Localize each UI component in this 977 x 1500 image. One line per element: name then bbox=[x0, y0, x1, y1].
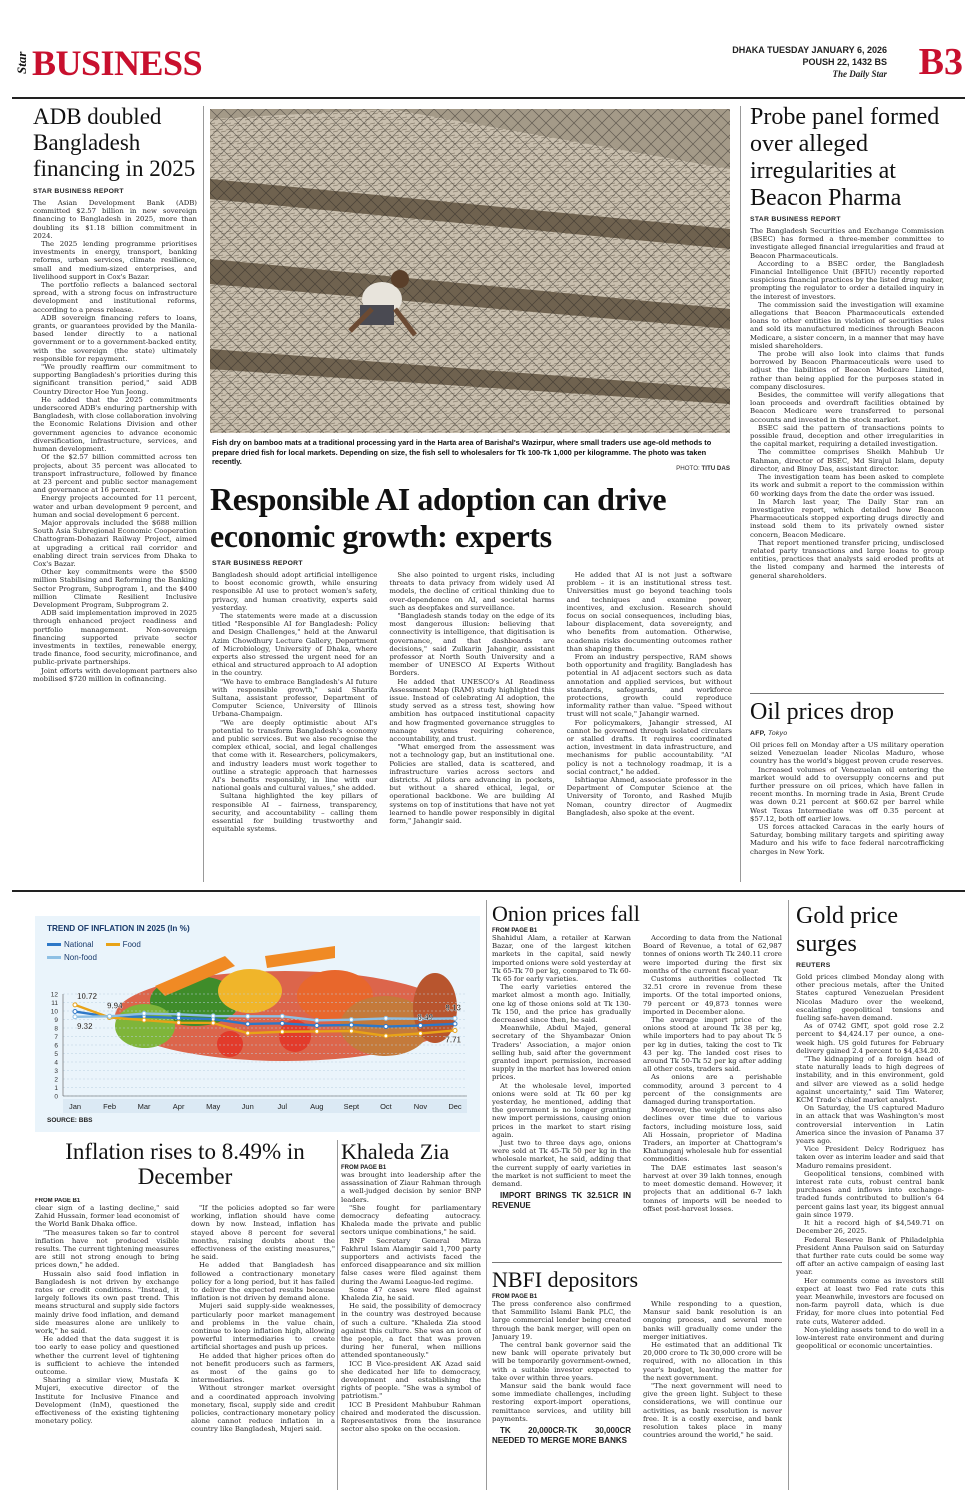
onion-para: As onions are a perishable commodity, around 3 percent to 4 percent of the consignments are damaged during transportation. bbox=[643, 1073, 782, 1107]
chart-point bbox=[177, 1021, 181, 1025]
adb-para: He added that the 2025 commitments underscored ADB's enduring partnership with Bangladesh, with close collaboration involving the Economic Relations Division and other government agencies to advance economic diversification, infrastructure, services, and human development. bbox=[33, 395, 197, 454]
gold-headline: Gold price surges bbox=[796, 903, 898, 957]
chart-x-ticks bbox=[63, 1099, 467, 1113]
chart-point bbox=[73, 1010, 77, 1014]
adb-para: "We proudly reaffirm our commitment to supporting Bangladesh's priorities during this significant transition period," said ADB Country Director Hoe Yun Jeong. bbox=[33, 363, 197, 396]
chart-point bbox=[384, 1025, 388, 1029]
chart-y-tick-label: 4 bbox=[54, 1059, 58, 1067]
chart-y-tick-label: 12 bbox=[50, 991, 58, 999]
chart-data-label: 10.72 bbox=[77, 991, 98, 1001]
article-nbfi bbox=[492, 1266, 782, 1488]
chart-point bbox=[73, 1003, 77, 1007]
chart-x-tick-label: Feb bbox=[103, 1102, 117, 1111]
ai-byline: STAR BUSINESS REPORT bbox=[212, 560, 303, 567]
legend-row-2 bbox=[47, 951, 141, 964]
inflation-body bbox=[35, 1204, 335, 1434]
chart-point bbox=[453, 1028, 457, 1032]
chart-x-tick-label: Nov bbox=[413, 1102, 428, 1111]
col-rule bbox=[486, 900, 487, 1490]
paper-name: The Daily Star bbox=[832, 69, 887, 79]
chart-y-tick-label: 10 bbox=[50, 1008, 58, 1016]
article-adb bbox=[33, 104, 197, 884]
probe-para: The Bangladesh Securities and Exchange Commission (BSEC) has formed a three-member committee to investigate alleged financial irregularities and fraud at Beacon Pharmaceuticals. bbox=[750, 227, 944, 260]
chart-point bbox=[384, 1016, 388, 1020]
inflation-para: He added that the data suggest it is too early to ease policy and questioned whether the current level of tightening is sufficient to achieve the intended outcome. bbox=[35, 1335, 179, 1377]
ai-headline: Responsible AI adoption can drive economic growth: experts bbox=[210, 481, 667, 554]
inflation-para: He added that Bangladesh has followed a contractionary monetary policy for a long period, but it has failed to deliver the expected results because inflation is not driven by demand alone. bbox=[191, 1261, 335, 1303]
chart-point bbox=[280, 1014, 284, 1018]
nbfi-para: The central bank governor said the new bank will operate privately but will be temporarily government-owned, with a suitable investor expected to take over within three years. bbox=[492, 1341, 631, 1382]
chart-point bbox=[315, 1029, 319, 1033]
nbfi-para: He estimated that an additional Tk 20,000 crore to Tk 30,000 crore will be required, with no allocation in this year's budget, leaving the matter for the next government. bbox=[643, 1341, 782, 1382]
section-rule bbox=[750, 693, 944, 694]
chart-point bbox=[142, 1018, 146, 1022]
chart-point bbox=[315, 1018, 319, 1022]
chart-point bbox=[246, 1014, 250, 1018]
chart-point bbox=[142, 1012, 146, 1016]
article-khaleda bbox=[341, 1139, 481, 1489]
chart-x-tick-label: Jan bbox=[68, 1102, 82, 1111]
legend-swatch-nonfood bbox=[47, 956, 61, 959]
chart-x-tick-label: Apr bbox=[172, 1102, 185, 1111]
nbfi-body bbox=[492, 1300, 782, 1445]
khaleda-from: FROM PAGE B1 bbox=[341, 1165, 387, 1171]
col-rule bbox=[740, 106, 741, 882]
chart-x-tick-label: Oct bbox=[380, 1102, 392, 1111]
onion-para: At the wholesale level, imported onions were sold at Tk 60 per kg yesterday, he mentioned, adding that the government is no longer granting new import permissions, causing onion prices in the market to start rising again. bbox=[492, 1081, 631, 1139]
chart-point bbox=[349, 1018, 353, 1022]
khaleda-body bbox=[341, 1171, 481, 1434]
legend-row-1 bbox=[47, 938, 141, 951]
chart-y-tick-label: 1 bbox=[54, 1085, 58, 1092]
adb-para: Of the $2.57 billion committed across ten projects, about 35 percent was allocated to transport infrastructure, followed by finance at 23 percent and public sector management and governance at 16 percent. bbox=[33, 453, 197, 495]
ai-para: He added that UNESCO's AI Readiness Assessment Map (RAM) study highlighted this issue. Instead of celebrating AI adoption, the study served as a stress test, showing how ambition has outpaced institutional capacity and how fragmented governance struggles to manage systems requiring coherence, accountability, and trust. bbox=[389, 677, 555, 744]
onion-para: The DAE estimates last season's harvest at over 39 lakh tonnes, enough to meet domestic demand. However, it projects that an additional 6-7 lakh tonnes of imports will be needed to offset post-harvest losses. bbox=[643, 1163, 782, 1213]
chart-point bbox=[246, 1022, 250, 1026]
chart-y-tick-label: 2 bbox=[54, 1076, 58, 1084]
oil-para: Oil prices fell on Monday after a US military operation seized Venezuelan leader Nicolas Maduro, whose country has the world's biggest proven crude reserves. bbox=[750, 741, 944, 766]
ai-para: She also pointed to urgent risks, including threats to data privacy from widely used AI models, the decline of critical thinking due to over-dependence on AI, and societal harms such as deepfakes and surveillance. bbox=[389, 571, 555, 612]
adb-body bbox=[33, 199, 197, 683]
chart-data-label: 8.49 bbox=[417, 1012, 433, 1022]
probe-para: BSEC said the pattern of transactions points to possible fraud, deception and other irregularities in the capital market, requiring a detailed investigation. bbox=[750, 423, 944, 449]
chart-y-tick-label: 7 bbox=[54, 1034, 58, 1041]
nbfi-headline: NBFI depositors bbox=[492, 1267, 639, 1292]
chart-y-tick-label: 6 bbox=[54, 1042, 58, 1050]
adb-para: Major approvals included the $688 million South Asia Subregional Economic Cooperation Chattogram-Dohazari Railway Project, aimed at upgrading a critical rail corridor and enabling direct train services from Dhaka to Cox's Bazar. bbox=[33, 518, 197, 568]
inflation-para: Sharing a similar view, Mustafa K Mujeri, executive director of the Institute for Inclusive Finance and Development (InM), questioned the effectiveness of the existing tightening monetary policy. bbox=[35, 1376, 179, 1426]
adb-byline: STAR BUSINESS REPORT bbox=[33, 188, 124, 195]
gold-para: Non-yielding assets tend to do well in a low-interest rate environment and during geopolitical or economic uncertainties. bbox=[796, 1325, 944, 1351]
photo-caption bbox=[212, 438, 728, 467]
ai-para: "We have to embrace Bangladesh's AI future with responsible growth," said Sharifa Sultana, assistant professor, Department of Computer Science, University of Illinois Urbana-Champaign. bbox=[212, 677, 378, 719]
khaleda-para: Some 47 cases were filed against Khaleda Zia, he said. bbox=[341, 1285, 481, 1303]
chart-point bbox=[211, 1014, 215, 1018]
ai-para: "Bangladesh stands today on the edge of its most dangerous illusion: believing that connectivity is intelligence, that digitisation is governance, and that dashboards are decisions," said Zulkarin Jahangir, assistant professor at North South University and a member of UNESCO AI Experts Without Borders. bbox=[389, 612, 555, 678]
section-title: BUSINESS bbox=[32, 43, 203, 83]
gold-para: Vice President Delcy Rodriguez has taken over as interim leader and said that Maduro remains president. bbox=[796, 1145, 944, 1170]
inflation-para: He added that higher prices often do not benefit producers such as farmers, as most of the gains go to intermediaries. bbox=[191, 1351, 335, 1385]
probe-body bbox=[750, 227, 944, 580]
chart-point bbox=[177, 1012, 181, 1016]
chart-x-tick-label: Dec bbox=[448, 1102, 462, 1111]
gold-body bbox=[796, 973, 944, 1350]
gold-para: "The kidnapping of a foreign head of state naturally leads to high degrees of instability, and in this environment, gold and silver are viewed as a solid hedge against uncertainty," said Tim Waterer, KCM Trade's chief market analyst. bbox=[796, 1055, 944, 1105]
oil-byline-agency: AFP, bbox=[750, 730, 766, 737]
chart-y-tick-label: 8 bbox=[54, 1025, 58, 1033]
oil-para: US forces attacked Caracas in the early hours of Saturday, bombing military targets and spiriting away Maduro and his wife to face federal narcotrafficking charges in New York. bbox=[750, 823, 944, 856]
adb-para: Energy projects accounted for 11 percent, water and urban development 9 percent, and human and social development 6 percent. bbox=[33, 494, 197, 519]
chart-y-tick-label: 0 bbox=[54, 1093, 58, 1101]
probe-para: Besides, the committee will verify allegations that loan proceeds and overdraft facilities obtained by Beacon Medicare were transferred to personal accounts and invested in the stock market. bbox=[750, 391, 944, 424]
khaleda-para: was brought into leadership after the assassination of Ziaur Rahman through a well-judged decision by senior BNP leaders. bbox=[341, 1171, 481, 1204]
nbfi-para: While responding to a question, Mansur said bank resolution is an ongoing process, and several more banks will gradually come under the merger initiatives. bbox=[643, 1300, 782, 1341]
ai-para: Bangladesh should adopt artificial intelligence to boost economic growth, while ensuring responsible AI use to protect women's safety, privacy, and human creativity, experts said yesterday. bbox=[212, 571, 378, 612]
photo-credit bbox=[620, 465, 730, 472]
nbfi-subhead: TK 20,000CR-TK 30,000CR NEEDED TO MERGE MORE BANKS bbox=[492, 1426, 631, 1445]
onion-para: Meanwhile, Abdul Majed, general secretary of the Shyambazar Onion Traders' Association, a major onion selling hub, said after the government granted import permission, increased supply in the market has lowered onion prices. bbox=[492, 1024, 631, 1082]
khaleda-para: ICC B Vice-president AK Azad said she dedicated her life to democracy, development and establishing the rights of people. "She was a symbol of patriotism." bbox=[341, 1359, 481, 1401]
chart-data-label: 9.13 bbox=[445, 1003, 461, 1013]
chart-point bbox=[246, 1031, 250, 1035]
chart-x-tick-label: Sept bbox=[343, 1102, 360, 1111]
probe-para: The commission said the investigation will examine allegations that Beacon Pharmaceuticals extended loans to other entities in violation of securities rules and sold its manufactured medicines through Beacon Medicare, a sister concern, in a manner that may have misled shareholders. bbox=[750, 300, 944, 350]
section-rule bbox=[492, 1262, 782, 1263]
chart-point bbox=[418, 1024, 422, 1028]
khaleda-headline: Khaleda Zia bbox=[341, 1139, 450, 1164]
col-rule bbox=[203, 106, 204, 882]
legend-swatch-food bbox=[106, 943, 120, 946]
inflation-para: Hussain also said food inflation in Bangladesh is not driven by exchange rates or credit conditions. "Instead, it largely follows its own past trend. This means structural and supply side factors mainly drive food inflation, and demand side measures alone are unlikely to work," he said. bbox=[35, 1269, 179, 1336]
chart-title: TREND OF INFLATION IN 2025 (In %) bbox=[47, 924, 190, 933]
adb-headline: ADB doubled Bangladesh financing in 2025 bbox=[33, 104, 196, 181]
oil-body bbox=[750, 741, 944, 856]
masthead bbox=[12, 40, 965, 90]
onion-para: Moreover, the weight of onions also declines over time due to various factors, including moisture loss, said Ali Hossain, proprietor of Madina Traders, an importer at Chattogram's Khatunganj wholesale hub for essential commodities. bbox=[643, 1106, 782, 1164]
masthead-logo-small: Star bbox=[14, 51, 29, 74]
chart-legend bbox=[47, 938, 141, 964]
chart-point bbox=[280, 1030, 284, 1034]
onion-para: The average import price of the onions stood at around Tk 38 per kg, while importers had to pay about Tk 5 per kg in duties, taking the cost to Tk 43 per kg. The landed cost rises to around Tk 50-Tk 52 per kg after adding all other costs, traders said. bbox=[643, 1016, 782, 1074]
chart-point bbox=[349, 1023, 353, 1027]
page-number: B3 bbox=[918, 41, 963, 83]
probe-para: The probe will also look into claims that funds borrowed by Beacon Pharmaceuticals were used to adjust the liabilities of Beacon Medicare Limited, rather than being applied for the purposes stated in company disclosures. bbox=[750, 350, 944, 391]
gold-para: Federal Reserve Bank of Philadelphia President Anna Paulson said on Saturday that further rate cuts could be some way off after an active campaign of easing last year. bbox=[796, 1235, 944, 1277]
ai-para: For policymakers, Jahangir stressed, AI cannot be governed through isolated circulars or stalled drafts. It requires coordinated action, investment in data infrastructure, and mechanisms for public accountability. "AI policy is not a technology roadmap, it is a social contract," he added. bbox=[566, 718, 732, 776]
chart-data-label: 9.94 bbox=[107, 1001, 123, 1011]
article-probe bbox=[750, 104, 944, 692]
oil-byline bbox=[750, 730, 944, 737]
gold-para: Geopolitical tensions, combined with interest rate cuts, robust central bank purchases and inflows into exchange-traded funds contributed to bullion's 64 percent gains last year, its biggest annual gain since 1979. bbox=[796, 1169, 944, 1219]
article-onion bbox=[492, 900, 782, 1258]
probe-headline: Probe panel formed over alleged irregularities at Beacon Pharma bbox=[750, 104, 940, 211]
chart-y-tick-label: 3 bbox=[54, 1068, 58, 1075]
chart-point bbox=[453, 1016, 457, 1020]
adb-para: The Asian Development Bank (ADB) committed $2.57 billion in new sovereign financing to Bangladesh in 2025, more than doubling its $1.18 billion commitment in 2024. bbox=[33, 199, 197, 240]
onion-para: The early varieties entered the market almost a month ago. Initially, one kg of those onions sold at Tk 130-Tk 150, and the price has gradually decreased since then, he said. bbox=[492, 983, 631, 1025]
chart-source bbox=[47, 1117, 93, 1124]
photo-fish-drying bbox=[210, 109, 730, 433]
onion-para: Just two to three days ago, onions were sold at Tk 45-Tk 50 per kg in the wholesale market, he said, adding that the current supply of early varieties in the market is not sufficient to meet the demand. bbox=[492, 1139, 631, 1189]
onion-subhead: IMPORT BRINGS TK 32.51CR IN REVENUE bbox=[492, 1191, 631, 1210]
onion-from: FROM PAGE B1 bbox=[492, 928, 538, 934]
chart-point bbox=[73, 1015, 77, 1019]
ai-para: "What emerged from the assessment was not a technology gap, but an institutional one. Policies are stalled, data is scattered, and infrastructure varies across sectors and districts. AI pilots are advancing in pockets, but without a shared ethical, legal, or operational backbone. We are building AI systems on top of institutions that have not yet learned to handle power responsibly in digital form," Jahangir said. bbox=[389, 743, 555, 826]
photo-credit-name: TITU DAS bbox=[701, 465, 730, 472]
ai-para: Ishtiaque Ahmed, associate professor in the Department of Computer Science at the University of Toronto, and Rashed Mujib Noman, country director of Augmedix Bangladesh, also spoke at the event. bbox=[566, 776, 732, 817]
probe-para: The investigation team has been asked to complete its work and submit a report to the commission within 60 working days from the date the order was issued. bbox=[750, 473, 944, 498]
probe-para: That report mentioned transfer pricing, undisclosed related party transactions and large loans to group entities, practices that analysts said eroded profits at the listed company and harmed the interests of general shareholders. bbox=[750, 538, 944, 580]
probe-para: According to a BSEC order, the Bangladesh Financial Intelligence Unit (BFIU) recently reported suspicious financial practices by the listed drug maker, prompting the regulator to order a detailed inquiry in the interest of investors. bbox=[750, 259, 944, 301]
col-rule bbox=[337, 1140, 338, 1490]
legend-nonfood: Non-food bbox=[64, 953, 97, 962]
khaleda-para: ICC B President Mahbubur Rahman chaired and moderated the discussion. Representatives from the insurance sector also spoke on the occasion. bbox=[341, 1400, 481, 1434]
chart-data-label: 9.32 bbox=[77, 1021, 93, 1031]
chart-x-tick-label: May bbox=[206, 1102, 221, 1111]
chart-point bbox=[418, 1031, 422, 1035]
ai-body bbox=[212, 571, 732, 834]
ai-para: Sultana highlighted the key pillars of responsible AI – fairness, transparency, security, and accountability – calling them essential for building trustworthy and equitable systems. bbox=[212, 792, 378, 834]
chart-y-tick-label: 5 bbox=[54, 1051, 58, 1058]
chart-x-tick-label: Mar bbox=[137, 1102, 151, 1111]
bangla-date: POUSH 22, 1432 BS bbox=[802, 57, 887, 67]
khaleda-para: BNP Secretary General Mirza Fakhrul Islam Alamgir said 1,700 party supporters and activists faced the enforced disappearance and six million false cases were filed against them during the Awami League-led regime. bbox=[341, 1236, 481, 1286]
article-inflation bbox=[35, 1198, 335, 1488]
ai-para: He added that AI is not just a software problem – it is an institutional stress test. Universities must go beyond teaching tools and techniques and examine power, incentives, and exclusion. Research should focus on social consequences, including bias, labour displacement, data sovereignty, and who benefits from automation. Otherwise, academia risks documenting outcomes rather than shaping them. bbox=[566, 571, 732, 653]
nbfi-from: FROM PAGE B1 bbox=[492, 1294, 538, 1300]
chart-y-tick-label: 9 bbox=[54, 1017, 58, 1024]
adb-para: Joint efforts with development partners also mobilised $720 million in cofinancing. bbox=[33, 666, 197, 683]
probe-para: The committee comprises Sheikh Mahbub Ur Rahman, director of BSEC, Md Sirajul Islam, deputy director, and Binoy Das, assistant director. bbox=[750, 448, 944, 473]
gold-para: Her comments come as investors still expect at least two Fed rate cuts this year. Meanwhile, investors are focused on non-farm payroll data, which is due Friday, for more clues into potential Fed rate cuts, Waterer added. bbox=[796, 1276, 944, 1326]
chart-point bbox=[280, 1021, 284, 1025]
nbfi-para: Mansur said the bank would face some immediate challenges, including restoring export-import operations, remittance services, and utility bill payments. bbox=[492, 1382, 631, 1423]
adb-para: ADB sovereign financing refers to loans, grants, or guarantees provided by the Manila-based lender directly to a national government or to a government-backed entity, with the sovereign (the state) ultimately responsible for repayment. bbox=[33, 313, 197, 363]
chart-y-tick-label: 11 bbox=[51, 1000, 58, 1007]
chart-point bbox=[349, 1029, 353, 1033]
chart-point bbox=[108, 1014, 112, 1018]
legend-food: Food bbox=[122, 940, 141, 949]
fold-rule bbox=[12, 890, 965, 892]
probe-para: In March last year, The Daily Star ran an investigative report, which detailed how Beacon Pharmaceuticals stopped exporting drugs directly and instead sold them to its privately owned sister concern, Beacon Medicare. bbox=[750, 497, 944, 539]
gold-para: It hit a record high of $4,549.71 on December 26, 2025. bbox=[796, 1219, 944, 1236]
inflation-chart bbox=[35, 916, 480, 1132]
onion-body bbox=[492, 934, 782, 1213]
onion-para: Shahidul Alam, a retailer at Karwan Bazar, one of the largest kitchen markets in the capital, said newly imported onions were sold yesterday at Tk 65-Tk 70 per kg, compared to Tk 60-Tk 65 for early varieties. bbox=[492, 934, 631, 984]
chart-x-tick-label: Aug bbox=[310, 1102, 324, 1111]
photo-credit-label: PHOTO: bbox=[676, 465, 700, 472]
inflation-para: clear sign of a lasting decline," said Zahid Hussain, former lead economist of the World Bank Dhaka office. bbox=[35, 1204, 179, 1229]
inflation-para: Without stronger market oversight and a coordinated approach involving monetary, fiscal, supply side and credit policies, contractionary monetary policy alone cannot reduce inflation in a country like Bangladesh, Mujeri said. bbox=[191, 1384, 335, 1434]
gold-byline: REUTERS bbox=[796, 962, 831, 969]
chart-x-band bbox=[63, 1099, 467, 1113]
chart-x-tick-label: Jul bbox=[277, 1102, 288, 1111]
khaleda-para: He said, the possibility of democracy in the country was destroyed because of such a culture. "Khaleda Zia stood against this culture. She was an icon of the people, a fact that was proven during her funeral, when millions attended spontaneously." bbox=[341, 1302, 481, 1360]
ai-para: "We are deeply optimistic about AI's potential to transform Bangladesh's economy and public services. But we also recognise the complex ethical, social, and legal challenges that come with it. Researchers, policymakers, and industry leaders must work together to outline a strategic approach that harnesses AI's benefits responsibly, in line with our national goals and cultural values," she added. bbox=[212, 718, 378, 793]
oil-headline: Oil prices drop bbox=[750, 699, 894, 725]
onion-para: Customs authorities collected Tk 32.51 crore in revenue from these imports. Of the total imported onions, 79 percent or 49,873 tonnes were imported in December alone. bbox=[643, 975, 782, 1016]
legend-national: National bbox=[64, 940, 94, 949]
article-oil bbox=[750, 698, 944, 884]
onion-para: According to data from the National Board of Revenue, a total of 62,987 tonnes of onions worth Tk 240.11 crore were imported during the first six months of the current fiscal year. bbox=[643, 934, 782, 975]
gold-para: Gold prices climbed Monday along with other precious metals, after the United States captured Venezuelan President Nicolas Maduro over the weekend, escalating geopolitical tensions and fueling safe-haven demand. bbox=[796, 973, 944, 1023]
legend-swatch-national bbox=[47, 943, 61, 946]
inflation-para: "If the policies adopted so far were working, inflation should have come down by now. Instead, inflation has stayed above 8 percent for several months, raising doubts about the effectiveness of the existing measures," he said. bbox=[191, 1204, 335, 1262]
probe-byline: STAR BUSINESS REPORT bbox=[750, 216, 841, 223]
nbfi-para: "The next government will need to give the green light. Subject to these considerations, we will continue our activities, as bank resolution is never free. It is a costly exercise, and bank resolution takes place in many countries around the world," he said. bbox=[643, 1382, 782, 1440]
dateline: DHAKA TUESDAY JANUARY 6, 2026 bbox=[732, 45, 887, 55]
chart-source-label: SOURCE: bbox=[47, 1117, 77, 1124]
chart-point bbox=[315, 1024, 319, 1028]
chart-data-label: 7.71 bbox=[445, 1035, 461, 1045]
chart-point bbox=[453, 1022, 457, 1026]
chart-point bbox=[211, 1021, 215, 1025]
col-rule bbox=[788, 900, 789, 1490]
onion-headline: Onion prices fall bbox=[492, 901, 640, 926]
photo-illustration bbox=[210, 109, 730, 433]
adb-para: The 2025 lending programme prioritises investments in energy, transport, banking reforms, urban services, climate resilience, small and medium-sized enterprises, and livelihood support in Cox's Bazar. bbox=[33, 240, 197, 281]
inflation-headline: Inflation rises to 8.49% in December bbox=[65, 1139, 305, 1189]
ai-para: The statements were made at a discussion titled "Responsible AI for Bangladesh: Policy and Design Challenges," held at the Anwarul Azim Chowdhury Lecture Gallery, Department of Microbiology, University of Dhaka, where experts also stressed the urgent need for an ethical and structured approach to AI adoption in the country. bbox=[212, 612, 378, 678]
chart-x-tick-label: Jun bbox=[241, 1102, 254, 1111]
chart-source-name: BBS bbox=[78, 1117, 93, 1124]
article-ai bbox=[212, 560, 732, 890]
chart-point bbox=[384, 1034, 388, 1038]
oil-para: Increased volumes of Venezuelan oil entering the market would add to oversupply concerns and put further pressure on oil prices, which have fallen in recent months. In morning trade in Asia, Brent Crude was down 0.21 percent at $60.62 per barrel while West Texas Intermediate was off 0.35 percent at $57.12, both off earlier lows. bbox=[750, 765, 944, 823]
inflation-para: Mujeri said supply-side weaknesses, particularly poor market management and problems in the value chain, continue to keep inflation high, allowing powerful intermediaries to create artificial shortages and push up prices. bbox=[191, 1302, 335, 1352]
gold-para: On Saturday, the US captured Maduro in an attack that was Washington's most controversial intervention in Latin America since the invasion of Panama 37 years ago. bbox=[796, 1104, 944, 1146]
adb-para: ADB said implementation improved in 2025 through enhanced project readiness and portfolio management. Non-sovereign financing supported private sector investments in textiles, renewable energy, trade finance, food security, microfinance, and public-private partnerships. bbox=[33, 609, 197, 667]
adb-para: Other key commitments were the $500 million Stabilising and Reforming the Banking Sector Program, Subprogram 1, and the $400 million Climate Resilient Inclusive Development Program, Subprogram 2. bbox=[33, 568, 197, 609]
article-gold bbox=[796, 902, 944, 1490]
oil-byline-city: Tokyo bbox=[768, 730, 788, 737]
adb-para: The portfolio reflects a balanced sectoral spread, with a strong focus on infrastructure development and institutional reforms, according to a press release. bbox=[33, 281, 197, 314]
masthead-rule bbox=[12, 97, 965, 99]
ai-para: From an industry perspective, RAM shows both opportunity and fragility. Bangladesh has potential in AI adjacent sectors such as data annotation and applied services, but without standards, safeguards, and workforce protections, growth could reproduce informality rather than value. "Speed without trust will not scale," Jahangir warned. bbox=[566, 653, 732, 719]
gold-para: As of 0742 GMT, spot gold rose 2.2 percent to $4,424.17 per ounce, a one-week high. US gold futures for February delivery gained 2.4 percent to $4,434.20. bbox=[796, 1022, 944, 1055]
khaleda-para: "She fought for parliamentary democracy defeating autocracy. Khaleda made the private and public sectors unique combinations," he said. bbox=[341, 1203, 481, 1237]
nbfi-para: The press conference also confirmed that Sammilito Islami Bank PLC, the large commercial lender being created through the bank merger, will open on January 19. bbox=[492, 1300, 631, 1341]
inflation-para: "The measures taken so far to control inflation have not produced visible results. The current tightening measures are still not strong enough to bring prices down," he added. bbox=[35, 1228, 179, 1270]
photo-caption-text: Fish dry on bamboo mats at a traditional processing yard in the Harta area of Barishal's Wazirpur, where small traders use age-old methods to prepare dried fish for local markets. Depending on size, the fish sell to wholesalers for Tk 100-Tk 1,000 per kilogramme. The photo was taken recently. bbox=[212, 438, 712, 467]
inflation-from: FROM PAGE B1 bbox=[35, 1198, 81, 1204]
